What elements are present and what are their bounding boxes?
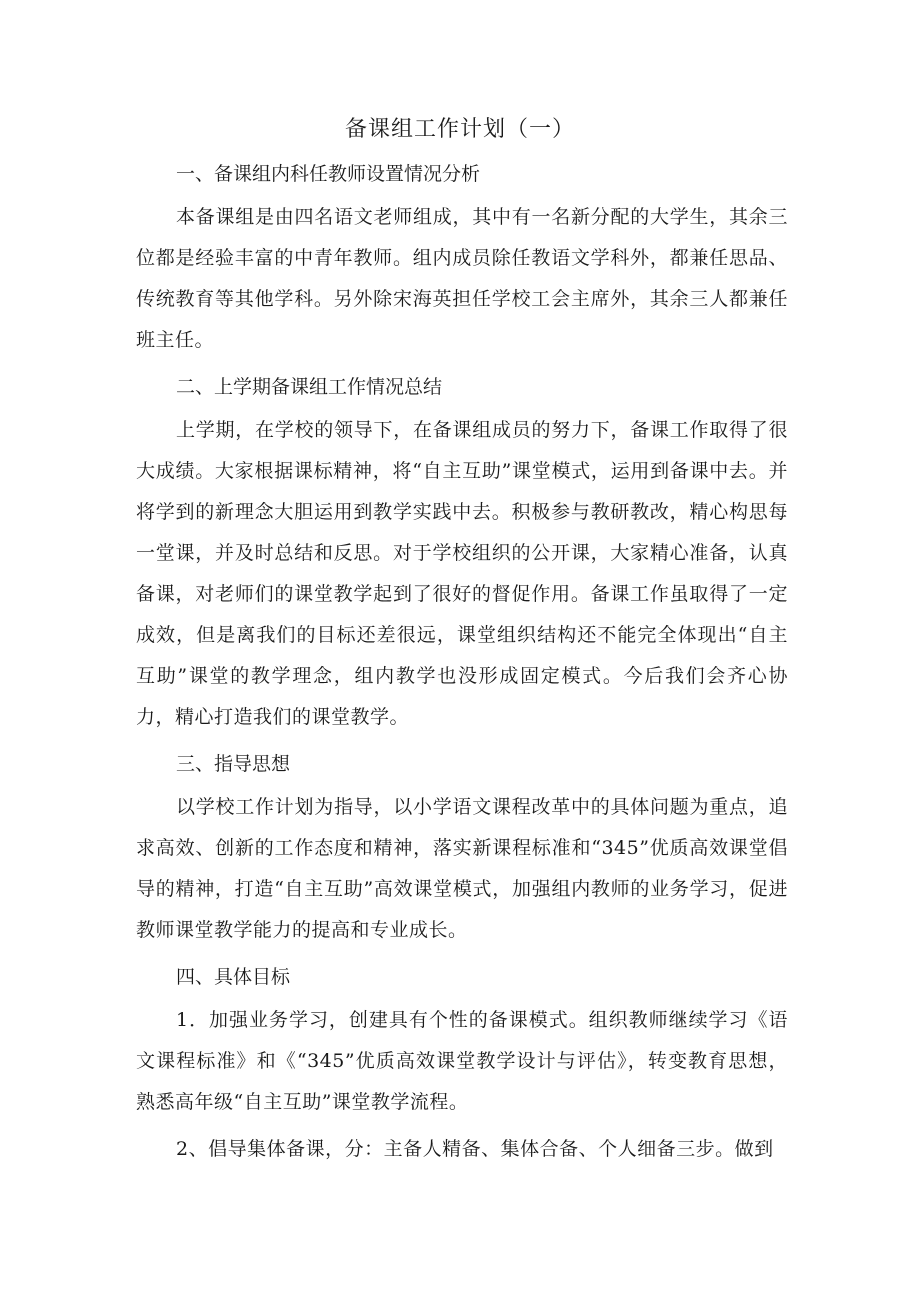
document-body <box>136 158 788 1170</box>
section-heading-1: 一、备课组内科任教师设置情况分析 <box>176 163 481 185</box>
section-heading-2: 二、上学期备课组工作情况总结 <box>176 376 443 398</box>
paragraph-2: 上学期，在学校的领导下，在备课组成员的努力下，备课工作取得了很大成绩。大家根据课标精神，将“自主互助”课堂模式，运用到备课中去。并将学到的新理念大胆运用到教学实践中去。积极参与教研教改，精心构思每一堂课，并及时总结和反思。对于学校组织的公开课，大家精心准备，认真备课，对老师们的课堂教学起到了很好的督促作用。备课工作虽取得了一定成效，但是离我们的目标还差很远，课堂组织结构还不能完全体现出“自主互助”课堂的教学理念，组内教学也没形成固定模式。今后我们会齐心协力，精心打造我们的课堂教学。 <box>136 419 788 728</box>
document-title: 备课组工作计划（一） <box>344 117 575 142</box>
paragraph-1: 本备课组是由四名语文老师组成，其中有一名新分配的大学生，其余三位都是经验丰富的中青年教师。组内成员除任教语文学科外，都兼任思品、传统教育等其他学科。另外除宋海英担任学校工会主席外，其余三人都兼任班主任。 <box>136 206 788 351</box>
section-heading-3: 三、指导思想 <box>176 753 291 775</box>
paragraph-5: 2、倡导集体备课，分：主备人精备、集体合备、个人细备三步。做到 <box>176 1138 774 1160</box>
paragraph-4: 1．加强业务学习，创建具有个性的备课模式。组织教师继续学习《语文课程标准》和《“345”优质高效课堂教学设计与评估》，转变教育思想，熟悉高年级“自主互助”课堂教学流程。 <box>136 1009 788 1113</box>
section-heading-4: 四、具体目标 <box>176 966 291 988</box>
paragraph-3: 以学校工作计划为指导，以小学语文课程改革中的具体问题为重点，追求高效、创新的工作态度和精神，落实新课程标准和“345”优质高效课堂倡导的精神，打造“自主互助”高效课堂模式，加强组内教师的业务学习，促进教师课堂教学能力的提高和专业成长。 <box>136 796 788 941</box>
